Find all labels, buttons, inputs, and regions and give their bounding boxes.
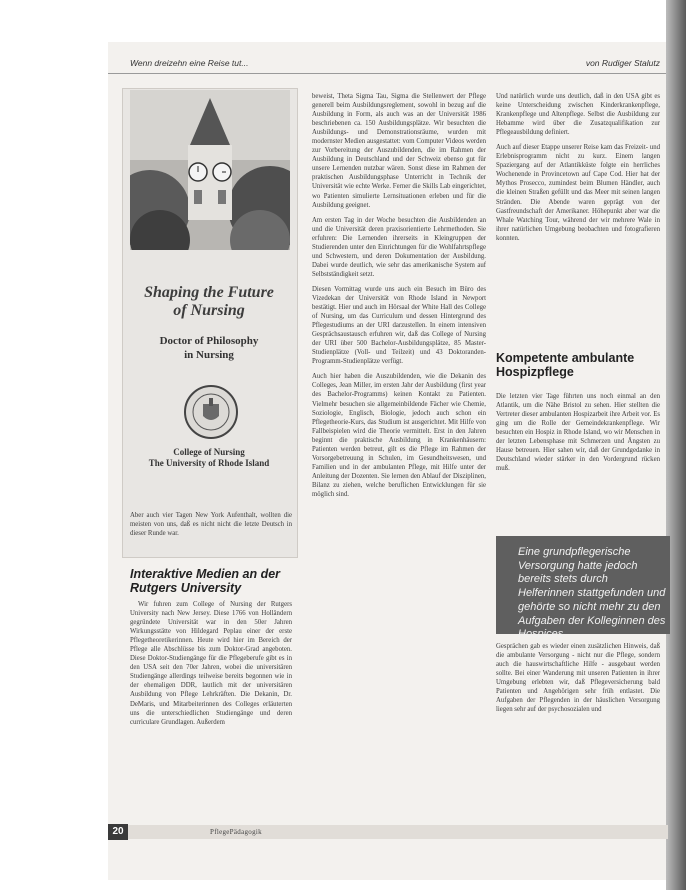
running-header-right: von Rudiger Stalutz (585, 58, 660, 68)
col2-body (312, 92, 486, 808)
col3-paragraph-4: Gesprächen gab es wieder einen zusätzlichen Hinweis, daß die ambulante Versorgung - nicht nur die Pflege, sondern auch die hauswirtschaftliche Hilfe - ausgebaut werden sollte. Bei einer Wanderung mit unseren Patienten in ihrer Umgebung erlebten wir, daß Pflegeversicherung bald Patienten und Angehörigen sehr früh entlastet. Die Aufgaben der Pflegenden in der häuslichen Versorgung liegen sehr auf der psychosozialen und (496, 643, 660, 714)
left-margin (0, 0, 108, 890)
col3-lower (496, 642, 660, 808)
col2-paragraph-4: Auch hier haben die Auszubildenden, wie die Dekanin des Colleges, Jean Miller, im ersten Jahr der Ausbildung (first year des Bachelor-Programms) keinen Kontakt zu Patienten. Vielmehr besuchen sie allgemeinbildende Fächer wie Chemie, Soziologie, Englisch, Biologie, jedoch auch schon ein Pflegetheorie-Kurs, das Studium ist ausgerichtet. Mit Hilfe von Fallbeispielen wird die Theorie vermittelt. Erst in den Jahren beginnt die praktische Ausbildung in Krankenhäusern: Patienten werden betreut, gilt es die Pflege im Rahmen der Vorsorgebetreuung in Schulen, im Gesundheitswesen, und Familien und in der ambulanten Pflege, mit Hilfe unter der Anleitung der Dozenten. Sie lernen den Ablauf der Disziplinen, Bilanz zu ziehen, welche beruflichen Entwicklungen für sie möglich sind. (312, 373, 486, 498)
ad-degree-line1: Doctor of Philosophy (159, 335, 259, 347)
ad-title-line2: of Nursing (173, 302, 245, 319)
col2-paragraph-2: Am ersten Tag in der Woche besuchten die Ausbildenden an und die Universität deren praxisorientierte Lehrmethoden. Sie erfuhren: Die Lernenden ihrerseits in Kleingruppen der Studierenden unter den Einrichtungen für die Wohlfahrtspflege und Schwestern, und deren Dokumentation der Ausbildung. Dabei wurde deutlich, wie sehr das amerikanische System auf Selbstständigkeit setzt. (312, 216, 486, 278)
col1-body (130, 600, 292, 808)
university-seal-icon (183, 384, 239, 440)
ad-degree-line2: in Nursing (184, 349, 234, 361)
ad-degree (122, 334, 296, 362)
col3-upper (496, 92, 660, 340)
ad-college-line2: The University of Rhode Island (148, 458, 270, 468)
journal-name: PflegePädagogik (210, 828, 262, 836)
col2-paragraph-1: beweist, Theta Sigma Tau, Sigma die Stellenwert der Pflege generell beim Ausbildungsreglement, sowohl in bezug auf die Ausbildung in Form, als auch was an der Universität 1986 beschriebenen ca. 150 Ausbildungsplätze. Wir besuchten die Ausbildungs- und Demonstrationsräume, wurden mit modernster Medien ausgestattet: vom Computer Videos werden zur Vorbereitung der Auszubildenden, die im Rahmen der Ausbildung in Deutschland und der Schweiz ebenso gut für unsere Lernenden nutzbar wären. Sonst diese im Rahmen der praktischen Ausbildungsphase Unterricht in Technik der Universität wie echte Werke. Ferner die Skills Lab eingerichtet, wo Patienten simulierte Lernsituationen erleben und für die Ausbildung geeignet. (312, 93, 486, 209)
col3-middle (496, 392, 660, 528)
clock-tower-photo (130, 90, 290, 250)
header-rule (108, 73, 666, 74)
col1-heading: Interaktive Medien an der Rutgers University (130, 567, 281, 595)
col1-intro (130, 511, 292, 559)
col2-paragraph-3: Diesen Vormittag wurde uns auch ein Besuch im Büro des Vizedekan der Universität von Rhode Island in Newport bestätigt. Hier und auch im Hörsaal der White Hall des College of Nursing, um das Curriculum und dessen Hintergrund des Pflegestudiums an der URI darzustellen. In einem intensiven Gesprächsaustausch erfuhren wir, daß das College of Nursing der URI über 500 Bachelor-Ausbildungsplätze, 85 Master-Studienplätze (Voll- und Teilzeit) und 43 Doktoranden-Programm-Studienplätze verfügt. (312, 285, 486, 366)
col1-body-text: Wir fuhren zum College of Nursing der Rutgers University nach New Jersey. Diese 1766 von Holländern gegründete Universität war in den 50er Jahren Wirkungsstätte von Hildegard Peplau einer der erste Pflegetheoretikerinnen. Heute wird hier im Bereich der Pflege alle Abschlüsse bis zum Doktor-Grad angeboten. Diese Doktor-Studiengänge für die Pflegeberufe gibt es in den USA seit den 70er Jahren, wobei die universitären Studiengänge allerdings teilweise bereits begonnen wie in der ehemaligen DDR, lautlich mit der universitären Ausbildung von Pflege Lehrkräften. Die Dekanin, Dr. DeMaris, und Mitarbeiterinnen des Colleges erläuterten uns die unterschiedlichen Studiengänge und deren curriculare Grundlagen. Außerdem (130, 601, 292, 726)
ad-college-line1: College of Nursing (173, 447, 245, 457)
page-edge-shadow (666, 0, 686, 890)
running-header-left: Wenn dreizehn eine Reise tut... (130, 58, 249, 68)
page-number: 20 (108, 824, 128, 840)
col3-paragraph-2: Auch auf dieser Etappe unserer Reise kam das Freizeit- und Erlebnisprogramm nicht zu kurz. Einem langen Spaziergang auf der Atlantikküste folgte ein herrliches Wochenende in Provincetown auf Cape Cod. Hier hat der Mythos Prosecco, zumindest beim Blumen Händler, auch die kleinen Straßen gefüllt und das Meer mit seinen langen Stränden. Die Abende waren geprägt von der Gastfreundschaft der Amerikaner. Höhepunkt aber war die Whale Watching Tour, während der wir mehrere Wale in ihrer natürlichen Umgebung beobachten und fotografieren konnten. (496, 144, 660, 242)
col3-paragraph-3: Die letzten vier Tage führten uns noch einmal an den Atlantik, um die Nähe Bristol zu sehen. Hier stellten die Vertreter dieser ambulanten Hospizarbeit ihre Arbeit vor. Es ging um die Rolle der Gemeindekrankenpflege. Wir besuchten ein Hospiz in Rhode Island, wo wir Menschen in der letzten Lebensphase mit Schmerzen und Ängsten zu Hause betreuen. Hier sahen wir, daß der Grundgedanke in Deutschland wieder stärker in den Vordergrund rücken muß. (496, 393, 660, 473)
ad-title-line1: Shaping the Future (144, 284, 274, 301)
col3-heading: Kompetente ambulante Hospizpflege (496, 351, 635, 379)
footer-bar (108, 825, 668, 839)
ad-college (122, 447, 296, 469)
ad-title (122, 284, 296, 320)
col3-paragraph-1: Und natürlich wurde uns deutlich, daß in den USA gibt es keine Unterscheidung zwischen Kinderkrankenpflege, Krankenpflege und Altenpflege. Selbst die Ausbildung zur Hebamme wird über die Zusatzqualifikation zur Pflegeausbildung definiert. (496, 93, 660, 137)
pull-quote-text: Eine grundpflegerische Versorgung hatte jedoch bereits stets durch Helferinnen stattgefunden und gehörte so nicht mehr zu den Aufgaben der Kolleginnen des Hospices (518, 546, 666, 641)
col1-intro-text: Aber auch vier Tagen New York Aufenthalt, wollten die meisten von uns, daß es nicht nicht die letzte Deutsch in dieser Runde war. (130, 512, 292, 538)
